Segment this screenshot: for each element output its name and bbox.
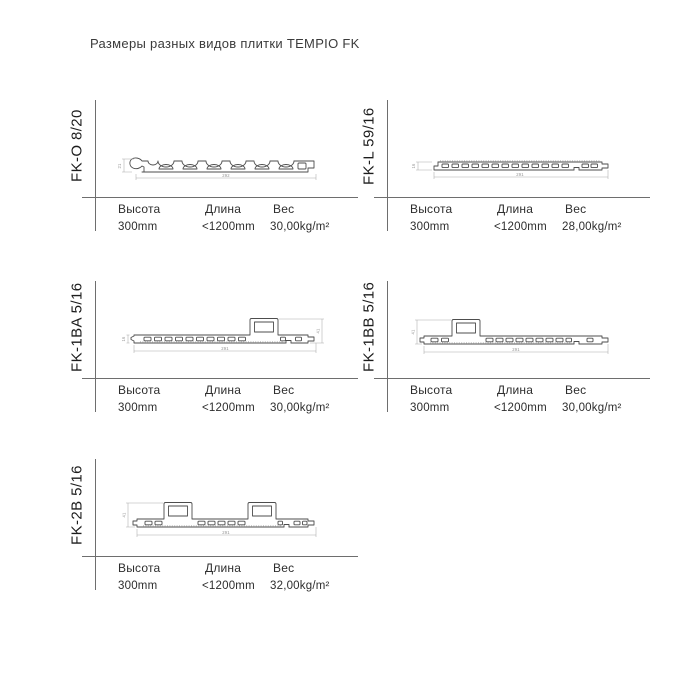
value-length: <1200mm (494, 402, 547, 414)
profile-label: FK-1BA 5/16 (68, 282, 86, 372)
section-fk-1ba-5-16 (60, 271, 360, 433)
label-divider-line (95, 281, 96, 412)
header-height: Высота (118, 202, 161, 216)
profile-label: FK-1BB 5/16 (360, 281, 378, 373)
profile-drawing-fk-l (404, 136, 624, 192)
profile-label: FK-2B 5/16 (68, 465, 86, 545)
header-height: Высота (118, 383, 161, 397)
dim-box-height: 41 (315, 328, 321, 334)
table-rule (374, 197, 650, 198)
value-weight: 30,00kg/m² (562, 402, 622, 414)
table-rule (374, 378, 650, 379)
header-weight: Вес (273, 202, 295, 216)
profile-drawing-fk-o (112, 136, 332, 192)
page-title: Размеры разных видов плитки TEMPIO FK (90, 36, 360, 51)
profile-outline (130, 158, 314, 172)
value-length: <1200mm (202, 402, 255, 414)
profile-label: FK-O 8/20 (68, 109, 86, 183)
table-rule (82, 378, 358, 379)
dim-box-height: 41 (410, 329, 416, 335)
value-height: 300mm (410, 402, 450, 414)
header-weight: Вес (273, 561, 295, 575)
header-length: Длина (205, 561, 242, 575)
dim-width: 291 (516, 171, 524, 177)
label-divider-line (95, 100, 96, 231)
header-height: Высота (410, 202, 453, 216)
header-weight: Вес (565, 383, 587, 397)
header-height: Высота (410, 383, 453, 397)
header-length: Длина (497, 202, 534, 216)
header-weight: Вес (273, 383, 295, 397)
section-fk-o-8-20 (60, 90, 360, 252)
section-fk-l-59-16 (352, 90, 652, 252)
profile-outline (434, 162, 608, 170)
header-length: Длина (205, 383, 242, 397)
dim-box-height: 41 (121, 512, 127, 518)
dim-thickness: 16 (121, 336, 126, 342)
value-height: 300mm (118, 402, 158, 414)
value-height: 300mm (410, 221, 450, 233)
value-weight: 30,00kg/m² (270, 221, 330, 233)
profile-drawing-fk-1bb (404, 311, 624, 367)
dim-thickness: 16 (411, 163, 416, 169)
profile-outline (131, 319, 314, 344)
profile-outline (133, 503, 314, 528)
dim-width: 291 (512, 346, 520, 352)
header-length: Длина (497, 383, 534, 397)
label-divider-line (95, 459, 96, 590)
value-length: <1200mm (202, 221, 255, 233)
table-rule (82, 197, 358, 198)
header-height: Высота (118, 561, 161, 575)
value-height: 300mm (118, 221, 158, 233)
profile-label: FK-L 59/16 (360, 107, 378, 185)
value-length: <1200mm (202, 580, 255, 592)
profile-drawing-fk-1ba (112, 311, 332, 367)
header-length: Длина (205, 202, 242, 216)
profile-drawing-fk-2b (112, 489, 332, 545)
value-weight: 28,00kg/m² (562, 221, 622, 233)
value-height: 300mm (118, 580, 158, 592)
label-divider-line (387, 281, 388, 412)
label-divider-line (387, 100, 388, 231)
value-length: <1200mm (494, 221, 547, 233)
table-rule (82, 556, 358, 557)
dim-thickness: 21 (117, 163, 122, 169)
profile-outline (420, 320, 608, 345)
value-weight: 30,00kg/m² (270, 402, 330, 414)
dim-width: 292 (222, 172, 230, 178)
dim-width: 291 (221, 345, 229, 351)
section-fk-1bb-5-16 (352, 271, 652, 433)
dimension-lines (126, 503, 316, 537)
header-weight: Вес (565, 202, 587, 216)
dimension-lines (122, 159, 316, 180)
value-weight: 32,00kg/m² (270, 580, 330, 592)
dim-width: 291 (222, 529, 230, 535)
section-fk-2b-5-16 (60, 449, 360, 611)
